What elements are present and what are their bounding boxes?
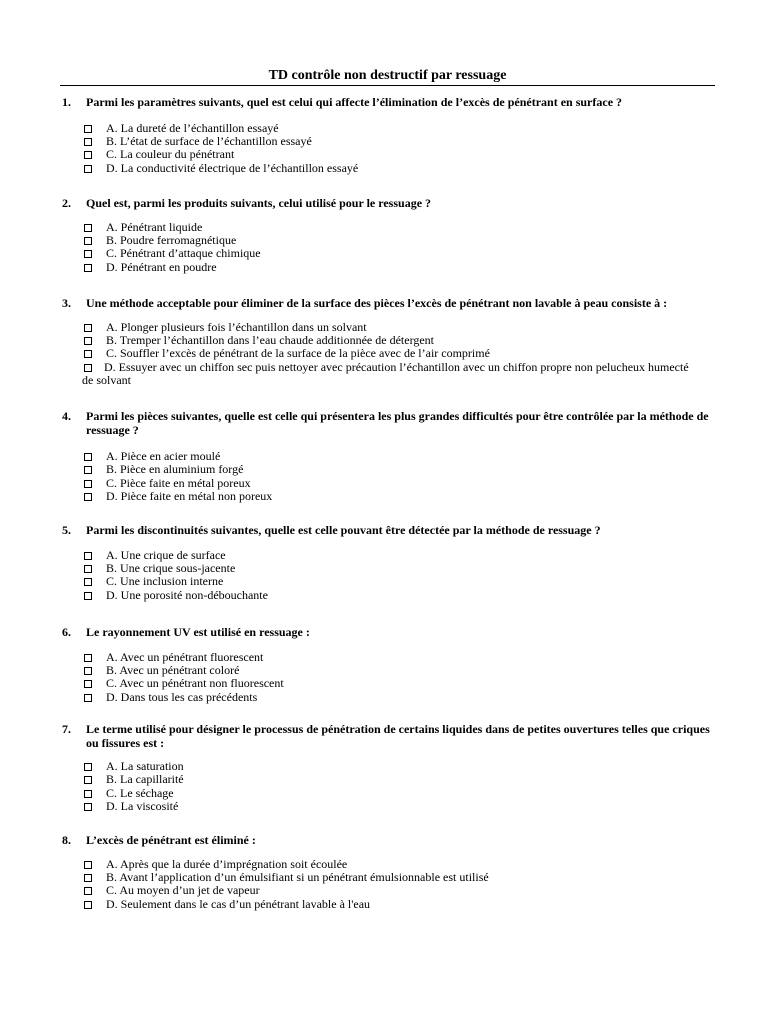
checkbox-icon[interactable] — [84, 803, 92, 811]
option-a[interactable] — [62, 122, 722, 135]
question-5 — [62, 524, 722, 602]
option-label: D. La conductivité électrique de l’échantillon essayé — [106, 160, 359, 175]
option-label: D. Seulement dans le cas d’un pénétrant lavable à l'eau — [106, 896, 371, 911]
question-text — [62, 197, 722, 211]
option-c[interactable] — [62, 575, 722, 588]
question-label: Parmi les paramètres suivants, quel est celui qui affecte l’élimination de l’excès de pénétrant en surface ? — [86, 95, 623, 109]
option-b[interactable] — [62, 334, 722, 347]
option-b[interactable] — [62, 562, 722, 575]
option-c[interactable] — [62, 247, 722, 260]
option-label: D. Essuyer avec un chiffon sec puis nettoyer avec précaution l’échantillon avec un chiffon propre non pelucheux humecté de solvant — [82, 359, 689, 388]
question-label: Parmi les discontinuités suivantes, quelle est celle pouvant être détectée par la méthode de ressuage ? — [86, 523, 601, 537]
option-label: C. La couleur du pénétrant — [106, 147, 235, 162]
option-label: D. Pièce faite en métal non poreux — [106, 489, 273, 504]
question-6 — [62, 626, 722, 704]
checkbox-icon[interactable] — [84, 165, 92, 173]
option-a[interactable] — [62, 450, 722, 463]
options-list — [62, 858, 722, 912]
option-d[interactable] — [62, 162, 722, 175]
option-label: D. Dans tous les cas précédents — [106, 689, 258, 704]
option-label: B. Poudre ferromagnétique — [106, 232, 237, 247]
option-d[interactable] — [62, 691, 722, 704]
options-list — [62, 760, 722, 814]
title-underline — [60, 85, 715, 86]
page-title: TD contrôle non destructif par ressuage — [268, 68, 507, 83]
checkbox-icon[interactable] — [84, 901, 92, 909]
option-a[interactable] — [62, 221, 722, 234]
checkbox-icon[interactable] — [84, 861, 92, 869]
question-number: 7. — [62, 722, 71, 736]
option-d[interactable] — [62, 898, 722, 911]
option-label: C. Le séchage — [106, 785, 174, 800]
option-d[interactable] — [62, 490, 722, 503]
question-3 — [62, 297, 722, 388]
question-2 — [62, 197, 722, 274]
option-label: D. La viscosité — [106, 799, 179, 814]
question-label: L’excès de pénétrant est éliminé : — [86, 833, 256, 847]
options-list — [62, 651, 722, 705]
option-label: C. Pénétrant d’attaque chimique — [106, 246, 261, 261]
checkbox-icon[interactable] — [84, 364, 92, 372]
checkbox-icon[interactable] — [84, 350, 92, 358]
question-label: Le terme utilisé pour désigner le processus de pénétration de certains liquides dans de petites ouvertures telles que criques ou fissures est : — [86, 722, 710, 750]
option-label: B. Une crique sous-jacente — [106, 560, 236, 575]
option-label: B. Tremper l’échantillon dans l’eau chaude additionnée de détergent — [106, 332, 435, 347]
checkbox-icon[interactable] — [84, 237, 92, 245]
option-b[interactable] — [62, 773, 722, 786]
option-d[interactable] — [62, 800, 722, 813]
checkbox-icon[interactable] — [84, 592, 92, 600]
option-label: C. Avec un pénétrant non fluorescent — [106, 676, 284, 691]
option-label: A. Avec un pénétrant fluorescent — [106, 649, 264, 664]
checkbox-icon[interactable] — [84, 565, 92, 573]
question-text — [62, 297, 722, 311]
option-label: B. Avec un pénétrant coloré — [106, 662, 240, 677]
question-number: 2. — [62, 196, 71, 210]
checkbox-icon[interactable] — [84, 453, 92, 461]
question-text — [62, 410, 722, 437]
question-label: Une méthode acceptable pour éliminer de la surface des pièces l’excès de pénétrant non lavable à peau consiste à : — [86, 296, 668, 310]
checkbox-icon[interactable] — [84, 337, 92, 345]
checkbox-icon[interactable] — [84, 480, 92, 488]
question-number: 5. — [62, 523, 71, 537]
question-label: Quel est, parmi les produits suivants, celui utilisé pour le ressuage ? — [86, 196, 432, 210]
question-number: 6. — [62, 625, 71, 639]
checkbox-icon[interactable] — [84, 138, 92, 146]
option-label: A. La saturation — [106, 759, 184, 773]
checkbox-icon[interactable] — [84, 763, 92, 771]
checkbox-icon[interactable] — [84, 151, 92, 159]
option-label: A. Pénétrant liquide — [106, 219, 203, 234]
options-list — [62, 122, 722, 176]
option-a[interactable] — [62, 549, 722, 562]
question-number: 1. — [62, 95, 71, 109]
question-text — [62, 723, 722, 750]
option-label: C. Au moyen d’un jet de vapeur — [106, 883, 260, 898]
option-b[interactable] — [62, 463, 722, 476]
option-b[interactable] — [62, 135, 722, 148]
question-8 — [62, 834, 722, 911]
option-label: B. Pièce en aluminium forgé — [106, 462, 244, 477]
option-label: C. Souffler l’excès de pénétrant de la surface de la pièce avec de l’air comprimé — [106, 346, 490, 361]
question-label: Parmi les pièces suivantes, quelle est celle qui présentera les plus grandes difficultés pour être contrôlée par la méthode de ressuage ? — [86, 409, 709, 437]
option-label: A. Pièce en acier moulé — [106, 449, 221, 463]
checkbox-icon[interactable] — [84, 694, 92, 702]
checkbox-icon[interactable] — [84, 493, 92, 501]
question-number: 8. — [62, 833, 71, 847]
option-label: D. Une porosité non-débouchante — [106, 587, 268, 602]
option-b[interactable] — [62, 871, 722, 884]
checkbox-icon[interactable] — [84, 224, 92, 232]
question-7 — [62, 723, 722, 814]
option-label: A. Après que la durée d’imprégnation soit écoulée — [106, 856, 348, 871]
option-label: D. Pénétrant en poudre — [106, 259, 217, 274]
checkbox-icon[interactable] — [84, 874, 92, 882]
question-text — [62, 834, 722, 848]
option-c[interactable] — [62, 477, 722, 490]
question-text — [62, 96, 722, 110]
checkbox-icon[interactable] — [84, 466, 92, 474]
option-b[interactable] — [62, 664, 722, 677]
option-a[interactable] — [62, 651, 722, 664]
checkbox-icon[interactable] — [84, 654, 92, 662]
checkbox-icon[interactable] — [84, 680, 92, 688]
checkbox-icon[interactable] — [84, 264, 92, 272]
checkbox-icon[interactable] — [84, 667, 92, 675]
option-c[interactable] — [62, 677, 722, 690]
options-list — [62, 321, 722, 388]
option-a[interactable] — [62, 321, 722, 334]
option-a[interactable] — [62, 858, 722, 871]
options-list — [62, 450, 722, 504]
option-c[interactable] — [62, 347, 722, 360]
option-label: C. Une inclusion interne — [106, 574, 224, 589]
option-a[interactable] — [62, 760, 722, 773]
question-label: Le rayonnement UV est utilisé en ressuage : — [86, 625, 310, 639]
checkbox-icon[interactable] — [84, 250, 92, 258]
option-d[interactable] — [62, 589, 722, 602]
question-1 — [62, 96, 722, 175]
option-c[interactable] — [62, 787, 722, 800]
checkbox-icon[interactable] — [84, 790, 92, 798]
option-label: A. La dureté de l’échantillon essayé — [106, 120, 279, 135]
question-4 — [62, 410, 722, 504]
option-label: A. Une crique de surface — [106, 547, 226, 562]
option-c[interactable] — [62, 148, 722, 161]
checkbox-icon[interactable] — [84, 578, 92, 586]
option-label: C. Pièce faite en métal poreux — [106, 475, 251, 490]
question-number: 3. — [62, 296, 71, 310]
option-c[interactable] — [62, 884, 722, 897]
options-list — [62, 549, 722, 603]
option-label: B. L’état de surface de l’échantillon essayé — [106, 133, 312, 148]
option-d[interactable] — [62, 361, 712, 388]
checkbox-icon[interactable] — [84, 887, 92, 895]
option-label: B. Avant l’application d’un émulsifiant si un pénétrant émulsionnable est utilisé — [106, 869, 489, 884]
option-d[interactable] — [62, 261, 722, 274]
checkbox-icon[interactable] — [84, 324, 92, 332]
options-list — [62, 221, 722, 275]
question-number: 4. — [62, 409, 71, 423]
checkbox-icon[interactable] — [84, 125, 92, 133]
question-text — [62, 626, 722, 640]
checkbox-icon[interactable] — [84, 552, 92, 560]
checkbox-icon[interactable] — [84, 776, 92, 784]
option-label: A. Plonger plusieurs fois l’échantillon dans un solvant — [106, 319, 367, 334]
option-label: B. La capillarité — [106, 772, 184, 787]
option-b[interactable] — [62, 234, 722, 247]
question-text — [62, 524, 722, 538]
